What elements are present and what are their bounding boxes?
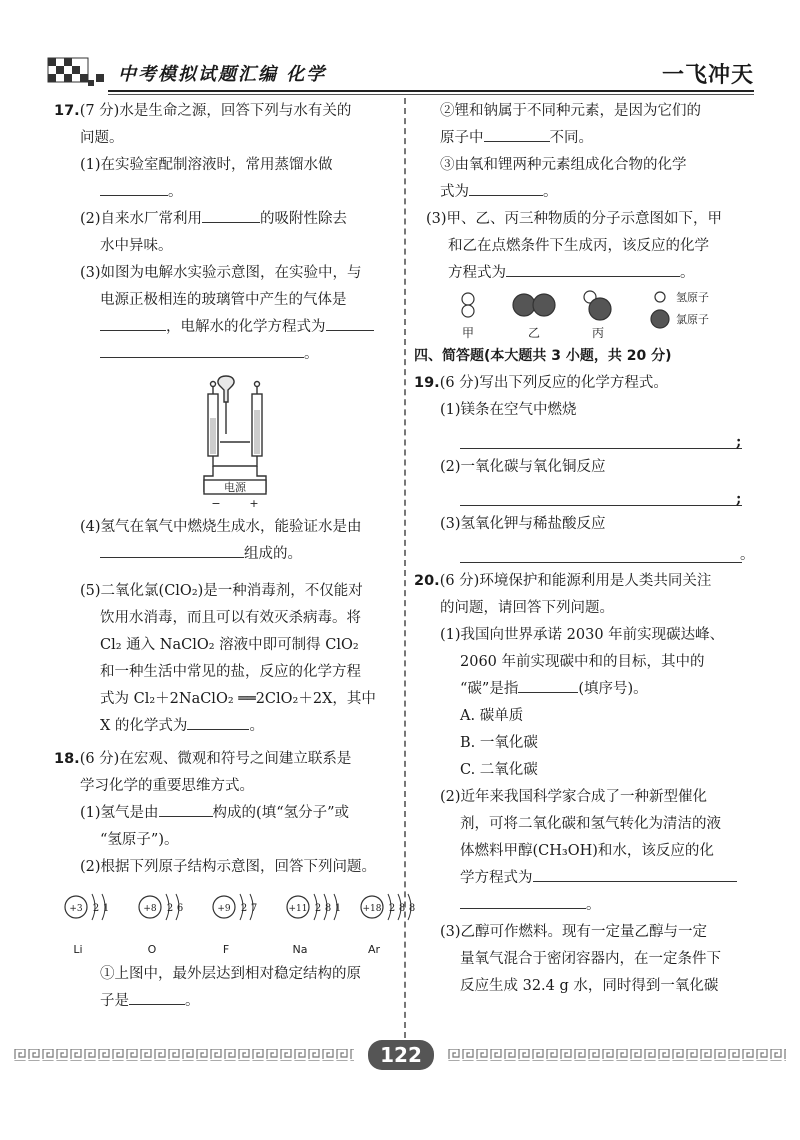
punct: ; [736, 490, 742, 507]
q20-option-b: B. 一氧化碳 [460, 735, 538, 751]
q20-2-text-2: 剂，可将二氧化碳和氢气转化为清洁的液 [460, 816, 721, 832]
electron-count: 8 [408, 903, 416, 914]
q18-stem-2: 学习化学的重要思维方式。 [80, 778, 254, 794]
atom-diagram-ar [361, 894, 415, 956]
q20-2-text-4 [414, 865, 750, 892]
q19-heading [414, 370, 750, 397]
q17-5-text-4: 和一种生活中常见的盐，反应的化学方程 [100, 664, 361, 680]
atom-nucleus-charge: +18 [362, 904, 382, 914]
q20-1-text-3 [414, 676, 750, 703]
header-brand: 一飞冲天 [661, 63, 754, 88]
q18-2-2-text-2 [414, 125, 750, 152]
atom-nucleus-charge: +8 [143, 904, 157, 914]
answer-line[interactable] [460, 485, 742, 506]
q18-2-3-text-2 [414, 179, 750, 206]
q19-number: 19. [414, 375, 440, 391]
q20-2-text-3: 体燃料甲醇(CH₃OH)和水，该反应的化 [460, 843, 714, 859]
punct: 。 [680, 265, 695, 281]
q20-2-text-5 [414, 892, 750, 919]
q17-2-post: 的吸附性除去 [260, 211, 348, 227]
punct: 。 [740, 547, 755, 563]
answer-blank[interactable] [484, 125, 550, 142]
q17-5-text-6 [54, 713, 398, 740]
q17-3-text: (3)如图为电解水实验示意图，在实验中，与 [80, 265, 362, 281]
atom-symbol: Li [73, 943, 83, 956]
answer-blank[interactable] [100, 341, 304, 358]
q20-3-text-2: 量氧气混合于密闭容器内，在一定条件下 [460, 951, 721, 967]
answer-blank[interactable] [460, 892, 586, 909]
q17-2-pre: (2)自来水厂常利用 [80, 211, 203, 227]
left-column [54, 98, 416, 1015]
q17-5-text: (5)二氧化氯(ClO₂)是一种消毒剂，不仅能对 [80, 583, 363, 599]
electrolysis-figure [54, 372, 398, 510]
mol-cl2-atom [513, 294, 535, 316]
q18-1-post: 构成的(填“氢分子”或 [212, 805, 350, 821]
q17-2-text-2: 水中异味。 [100, 238, 173, 254]
column-divider [404, 98, 406, 1038]
punct: 。 [586, 897, 601, 913]
electron-count: 1 [102, 903, 110, 914]
punct: 。 [249, 718, 264, 734]
atom-structure-figure [54, 881, 416, 961]
legend-chlorine: 氯原子 [676, 313, 709, 326]
q18-2-1-text-2 [54, 988, 398, 1015]
q17-4-text: (4)氢气在氧气中燃烧生成水，能验证水是由 [80, 519, 362, 535]
answer-blank[interactable] [326, 314, 374, 331]
q20-3-text: (3)乙醇可作燃料。现有一定量乙醇与一定 [440, 924, 708, 940]
answer-blank[interactable] [506, 260, 680, 277]
q17-1-text: (1)在实验室配制溶液时，常用蒸馏水做 [80, 157, 333, 173]
atom-symbol: Na [292, 943, 308, 956]
q18-2-3-pre: 式为 [440, 184, 469, 200]
atom-diagram-o [139, 894, 183, 956]
q19-2-text: (2)一氧化碳与氧化铜反应 [440, 459, 606, 475]
q18-2-2-pre: 原子中 [440, 130, 484, 146]
atom-symbol: O [147, 943, 157, 956]
page-footer [14, 1040, 786, 1070]
mol-cl2-atom [533, 294, 555, 316]
atom-nucleus-charge: +9 [217, 904, 231, 914]
answer-blank[interactable] [187, 713, 249, 730]
mol-label-jia: 甲 [461, 326, 475, 340]
legend-hydrogen: 氢原子 [676, 291, 709, 304]
q20-option-c: C. 二氧化碳 [460, 762, 538, 778]
electron-count: 8 [324, 903, 332, 914]
q17-3-post: ，电解水的化学方程式为 [166, 319, 326, 335]
q17-heading [54, 98, 398, 125]
q17-2-text [54, 206, 398, 233]
molecule-figure [414, 287, 750, 343]
q17-number: 17. [54, 103, 80, 119]
q19-3-answer [414, 538, 755, 568]
answer-blank[interactable] [533, 865, 737, 882]
q17-3-text-3 [54, 314, 398, 341]
q18-heading [54, 746, 398, 773]
q20-option-a: A. 碳单质 [460, 708, 524, 724]
q20-heading [414, 568, 750, 595]
section-4-heading: 四、简答题(本大题共 3 小题，共 20 分) [414, 348, 672, 364]
answer-line[interactable] [460, 542, 742, 563]
answer-blank[interactable] [100, 179, 168, 196]
answer-blank[interactable] [518, 676, 578, 693]
atom-nucleus-charge: +11 [288, 904, 308, 914]
atom-diagrams [54, 881, 416, 961]
answer-blank[interactable] [202, 206, 260, 223]
mol-hcl-cl-atom [589, 298, 611, 320]
electron-count: 2 [314, 903, 322, 914]
q18-3-pre: 方程式为 [448, 265, 506, 281]
header-rule-thin [108, 94, 754, 95]
q18-2-text: (2)根据下列原子结构示意图，回答下列问题。 [80, 859, 377, 875]
electron-count: 2 [240, 903, 248, 914]
q18-2-1-text: ①上图中，最外层达到相对稳定结构的原 [100, 966, 361, 982]
mol-label-yi: 乙 [527, 326, 541, 340]
right-column [414, 98, 755, 1000]
q17-4-post: 组成的。 [244, 546, 302, 562]
electron-count: 6 [176, 903, 184, 914]
q20-number: 20. [414, 573, 440, 589]
answer-line[interactable] [460, 428, 742, 449]
q17-1-answer [54, 179, 398, 206]
electrolysis-apparatus-icon [54, 372, 398, 510]
q20-stem-2: 的问题，请回答下列问题。 [440, 600, 614, 616]
atom-symbol: Ar [367, 943, 381, 956]
atom-diagram-li [65, 894, 109, 956]
q18-2-2-post: 不同。 [549, 130, 593, 146]
negative-terminal: − [211, 497, 221, 510]
q18-3-text-2: 和乙在点燃条件下生成丙，该反应的化学 [448, 238, 709, 254]
punct: 。 [185, 993, 200, 1009]
q17-5-text-3: Cl₂ 通入 NaClO₂ 溶液中即可制得 ClO₂ [100, 637, 359, 653]
q18-number: 18. [54, 751, 80, 767]
punct: 。 [304, 346, 319, 362]
q18-1-pre: (1)氢气是由 [80, 805, 159, 821]
electron-count: 2 [166, 903, 174, 914]
checker-logo-icon [48, 58, 110, 88]
q18-stem: (6 分)在宏观、微观和符号之间建立联系是 [79, 751, 352, 767]
mol-h2-atom [462, 293, 474, 305]
legend-cl-atom [651, 310, 669, 328]
q17-4-text-2 [54, 541, 398, 568]
q18-3-text: (3)甲、乙、丙三种物质的分子示意图如下，甲 [426, 211, 723, 227]
q17-stem-2: 问题。 [80, 130, 124, 146]
answer-blank[interactable] [100, 541, 244, 558]
q17-stem: (7 分)水是生命之源，回答下列与水有关的 [79, 103, 352, 119]
electron-count: 7 [250, 903, 258, 914]
q20-1-text: (1)我国向世界承诺 2030 年前实现碳达峰、 [440, 627, 725, 643]
electron-count: 2 [92, 903, 100, 914]
q18-1-text [54, 800, 398, 827]
mol-h2-atom [462, 305, 474, 317]
q20-2-text: (2)近年来我国科学家合成了一种新型催化 [440, 789, 708, 805]
q17-5-text-2: 饮用水消毒，而且可以有效灭杀病毒。将 [100, 610, 361, 626]
q18-2-2-text: ②锂和钠属于不同种元素，是因为它们的 [440, 103, 701, 119]
q20-1-pre: “碳”是指 [460, 681, 519, 697]
atom-diagram-na [287, 894, 341, 956]
q18-2-3-text: ③由氧和锂两种元素组成化合物的化学 [440, 157, 687, 173]
q20-3-text-3: 反应生成 32.4 g 水，同时得到一氧化碳 [460, 978, 719, 994]
q17-5-text-5: 式为 Cl₂＋2NaClO₂ ══2ClO₂＋2X，其中 [100, 691, 376, 707]
punct: 。 [543, 184, 558, 200]
q17-3-text-2: 电源正极相连的玻璃管中产生的气体是 [100, 292, 347, 308]
header-rule [108, 90, 754, 92]
electron-count: 1 [334, 903, 342, 914]
electron-count: 8 [398, 903, 406, 914]
q19-1-answer [414, 424, 750, 454]
q17-3-text-4 [54, 341, 398, 368]
answer-blank[interactable] [129, 988, 185, 1005]
q20-1-post: (填序号)。 [578, 681, 648, 697]
punct: 。 [168, 184, 183, 200]
mol-label-bing: 丙 [591, 326, 605, 340]
atom-symbol: F [222, 943, 230, 956]
header-title: 中考模拟试题汇编 化学 [118, 64, 327, 85]
q18-3-text-3 [414, 260, 750, 287]
molecule-diagrams [414, 287, 750, 343]
page-number: 122 [368, 1040, 434, 1070]
q20-1-text-2: 2060 年前实现碳中和的目标，其中的 [460, 654, 705, 670]
q19-stem: (6 分)写出下列反应的化学方程式。 [439, 375, 668, 391]
atom-nucleus-charge: +3 [69, 904, 83, 914]
q20-2-pre: 学方程式为 [460, 870, 533, 886]
electron-count: 2 [388, 903, 396, 914]
q19-2-answer [414, 481, 750, 511]
answer-blank[interactable] [159, 800, 213, 817]
q20-stem: (6 分)环境保护和能源利用是人类共同关注 [439, 573, 712, 589]
atom-diagram-f [213, 894, 257, 956]
q19-3-text: (3)氢氧化钾与稀盐酸反应 [440, 516, 606, 532]
legend-h-atom [655, 292, 665, 302]
answer-blank[interactable] [100, 314, 166, 331]
q19-1-text: (1)镁条在空气中燃烧 [440, 402, 577, 418]
page-header [48, 52, 754, 94]
power-source-label: 电源 [224, 481, 246, 494]
q18-2-1-pre: 子是 [100, 993, 129, 1009]
q17-5-pre: X 的化学式为 [100, 718, 188, 734]
answer-blank[interactable] [469, 179, 543, 196]
positive-terminal: + [249, 497, 259, 510]
q18-1-text-2: “氢原子”)。 [100, 832, 179, 848]
punct: ; [736, 433, 742, 450]
